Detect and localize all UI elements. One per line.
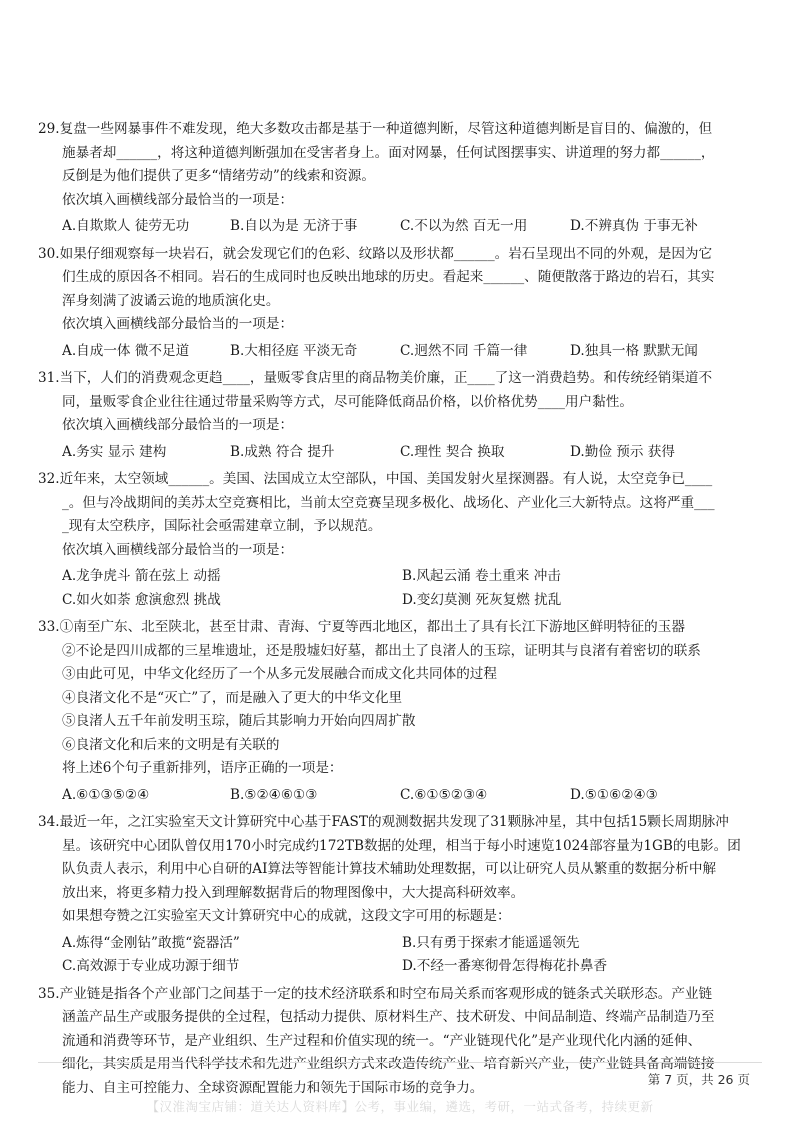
option-c: C.如火如荼 愈演愈烈 挑战	[62, 591, 221, 608]
option-c: C.迥然不同 千篇一律	[400, 342, 528, 359]
question-prompt: 依次填入画横线部分最恰当的一项是：	[62, 417, 294, 433]
question-text: 细化，其实质是用当代科学技术和先进产业组织方式来改造传统产业、培育新兴产业，使产业链具备高端链接	[62, 1056, 715, 1072]
option-d: D.不经一番寒彻骨怎得梅花扑鼻香	[402, 958, 608, 974]
answer-options	[38, 932, 763, 979]
question-32	[38, 468, 763, 612]
question-text: 们生成的原因各不相同。岩石的生成同时也反映出地球的历史。看起来______、随便散落于路边的岩石，其实	[62, 269, 715, 285]
option-b: B.风起云涌 卷土重来 冲击	[402, 568, 561, 584]
question-30	[38, 243, 763, 364]
answer-options	[38, 784, 763, 808]
question-29	[38, 118, 763, 239]
option-b: B.⑤②④⑥①③	[230, 786, 318, 803]
option-a: A.龙争虎斗 箭在弦上 动摇	[62, 568, 221, 584]
option-c: C.不以为然 百无一用	[400, 218, 528, 234]
answer-options	[38, 340, 763, 364]
question-text: _现有太空秩序，国际社会亟需建章立制，予以规范。	[62, 518, 382, 534]
sentence-item: ⑤良渚人五千年前发明玉琮，随后其影响力开始向四周扩散	[62, 713, 416, 729]
question-text: 31.当下，人们的消费观念更趋____，量贩零食店里的商品物美价廉，正____了这一消费趋势。和传统经销渠道不	[38, 370, 713, 386]
option-d: D.不辨真伪 于事无补	[570, 218, 698, 234]
option-d: D.⑤①⑥②④③	[570, 786, 658, 803]
question-text: 34.最近一年，之江实验室天文计算研究中心基于FAST的观测数据共发现了31颗脉冲星，其中包括15颗长周期脉冲	[38, 814, 729, 830]
question-text: 反倒是为他们提供了更多“情绪劳动”的线索和资源。	[62, 168, 375, 184]
option-b: B.自以为是 无济于事	[230, 218, 358, 234]
sentence-item: ④良渚文化不是“灭亡”了，而是融入了更大的中华文化里	[62, 689, 403, 706]
page-number: 第 7 页，共 26 页	[647, 1072, 750, 1087]
question-text: 浑身刻满了波谲云诡的地质演化史。	[62, 292, 280, 309]
option-a: A.务实 显示 建构	[62, 443, 167, 460]
question-text: 同，量贩零食企业往往通过带量采购等方式，尽可能降低商品价格，以价格优势____用户黏性。	[62, 393, 633, 410]
question-prompt: 如果想夸赞之江实验室天文计算研究中心的成就，这段文字可用的标题是：	[62, 908, 511, 924]
question-text: 能力、自主可控能力、全球资源配置能力和领先于国际市场的竞争力。	[62, 1079, 484, 1096]
watermark: 【汉淮淘宝店铺：道关达人资料库】公考，事业编，遴选，考研，一站式备考，持续更新	[146, 1099, 654, 1114]
question-text: 施暴者却______，将这种道德判断强加在受害者身上。面对网暴，任何试图摆事实、讲道理的努力都______，	[62, 144, 715, 161]
footer-divider	[38, 1062, 762, 1063]
question-text: 29.复盘一些网暴事件不难发现，绝大多数攻击都是基于一种道德判断，尽管这种道德判断是盲目的、偏激的，但	[38, 121, 713, 137]
option-d: D.勤俭 预示 获得	[570, 443, 675, 460]
option-b: B.只有勇于探索才能遥遥领先	[402, 934, 580, 951]
sentence-item: ③由此可见，中华文化经历了一个从多元发展融合而成文化共同体的过程	[62, 666, 497, 682]
answer-options	[38, 565, 763, 612]
question-text: 35.产业链是指各个产业部门之间基于一定的技术经济联系和时空布局关系而客观形成的链条式关联形态。产业链	[38, 985, 713, 1002]
question-text: 32.近年来，太空领域______。美国、法国成立太空部队，中国、美国发射火星探测器。有人说，太空竞争已____	[38, 471, 713, 487]
option-d: D.独具一格 默默无闻	[570, 342, 698, 359]
option-a: A.自欺欺人 徒劳无功	[62, 218, 190, 234]
question-prompt: 将上述6个句子重新排列，语序正确的一项是：	[62, 760, 343, 776]
question-text: 30.如果仔细观察每一块岩石，就会发现它们的色彩、纹路以及形状都______。岩石呈现出不同的外观，是因为它	[38, 245, 713, 262]
question-text: 星。该研究中心团队曾仅用170小时完成约172TB数据的处理，相当于每小时速览1024部容量为1GB的电影。团	[62, 837, 741, 854]
option-b: B.大相径庭 平淡无奇	[230, 342, 358, 359]
question-prompt: 依次填入画横线部分最恰当的一项是：	[62, 191, 294, 208]
question-text: 流通和消费等环节，是产业组织、生产过程和价值实现的统一。“产业链现代化”是产业现代化内涵的延伸、	[62, 1032, 702, 1049]
question-list	[38, 118, 763, 1104]
question-prompt: 依次填入画横线部分最恰当的一项是：	[62, 541, 294, 558]
question-prompt: 依次填入画横线部分最恰当的一项是：	[62, 316, 294, 332]
option-b: B.成熟 符合 提升	[230, 443, 335, 460]
question-text: _。但与冷战期间的美苏太空竞赛相比，当前太空竞赛呈现多极化、战场化、产业化三大新特点。这将严重___	[62, 494, 715, 511]
option-d: D.变幻莫测 死灰复燃 扰乱	[402, 591, 562, 608]
question-text: 33.①南至广东、北至陕北，甚至甘肃、青海、宁夏等西北地区，都出土了具有长江下游地区鲜明特征的玉器	[38, 619, 685, 635]
question-34	[38, 811, 763, 979]
option-a: A.⑥①③⑤②④	[62, 786, 150, 803]
option-c: C.高效源于专业成功源于细节	[62, 958, 240, 974]
sentence-item: ⑥良渚文化和后来的文明是有关联的	[62, 736, 280, 753]
option-a: A.炼得“金刚钻”敢揽“瓷器活”	[62, 934, 240, 951]
answer-options	[38, 215, 763, 239]
question-text: 队负责人表示，利用中心自研的AI算法等智能计算技术辅助处理数据，可以让研究人员从繁重的数据分析中解	[62, 861, 717, 877]
question-31	[38, 367, 763, 464]
sentence-item: ②不论是四川成都的三星堆遗址，还是殷墟妇好墓，都出土了良渚人的玉琮，证明其与良渚有着密切的联系	[62, 642, 701, 659]
option-a: A.自成一体 微不足道	[62, 342, 190, 359]
option-c: C.理性 契合 换取	[400, 443, 505, 460]
question-text: 放出来，将更多精力投入到理解数据背后的物理图像中，大大提高科研效率。	[62, 884, 525, 901]
question-text: 涵盖产品生产或服务提供的全过程，包括动力提供、原材料生产、技术研发、中间品制造、终端产品制造乃至	[62, 1009, 715, 1025]
option-c: C.⑥①⑤②③④	[400, 786, 488, 803]
question-33	[38, 616, 763, 807]
answer-options	[38, 441, 763, 465]
